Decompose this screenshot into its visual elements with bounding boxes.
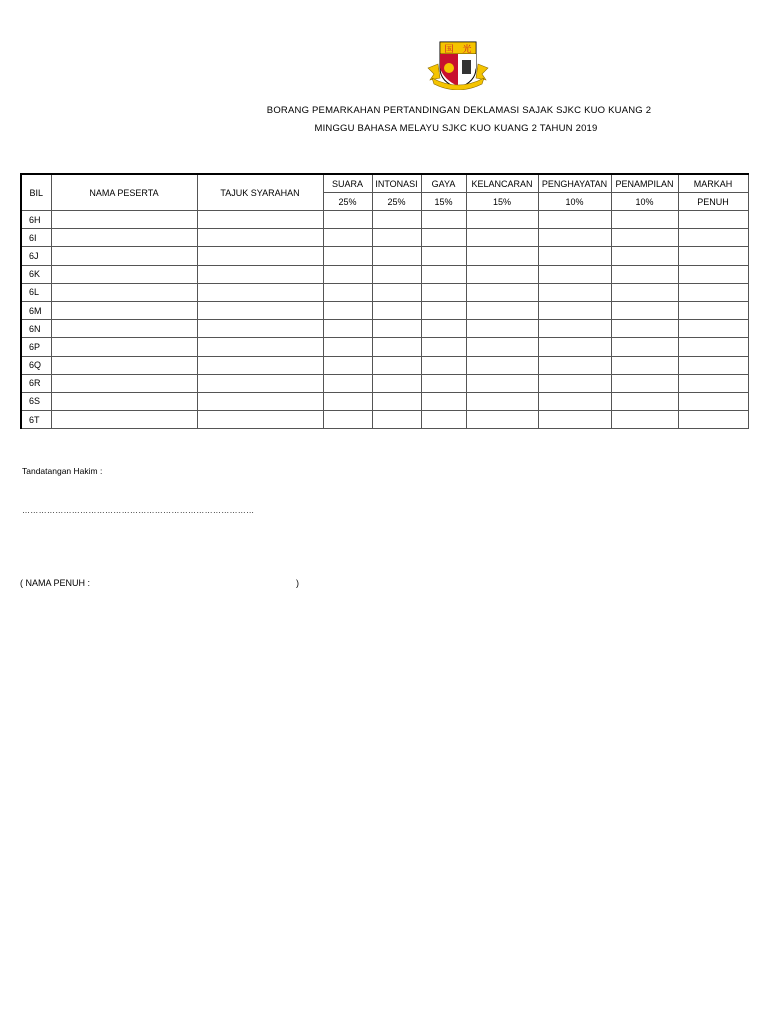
penghayatan-cell: [538, 411, 611, 429]
header-intonasi: INTONASI: [372, 174, 421, 193]
markah-cell: [678, 211, 748, 229]
full-name-close: ): [296, 578, 299, 588]
markah-cell: [678, 229, 748, 247]
form-subtitle: MINGGU BAHASA MELAYU SJKC KUO KUANG 2 TAHUN 2019: [314, 123, 598, 134]
tajuk-syarahan-cell: [197, 211, 323, 229]
intonasi-cell: [372, 392, 421, 410]
intonasi-cell: [372, 411, 421, 429]
penampilan-cell: [611, 392, 678, 410]
header-penampilan: PENAMPILAN: [611, 174, 678, 193]
table-row: [21, 211, 748, 229]
kelancaran-cell: [466, 301, 538, 319]
penghayatan-cell: [538, 392, 611, 410]
row-class-code: 6S: [21, 392, 51, 410]
suara-cell: [323, 411, 372, 429]
gaya-cell: [421, 247, 466, 265]
markah-cell: [678, 247, 748, 265]
gaya-cell: [421, 320, 466, 338]
intonasi-cell: [372, 247, 421, 265]
full-name-line: [20, 578, 299, 588]
suara-cell: [323, 374, 372, 392]
tajuk-syarahan-cell: [197, 411, 323, 429]
suara-cell: [323, 229, 372, 247]
penghayatan-cell: [538, 356, 611, 374]
penghayatan-cell: [538, 320, 611, 338]
full-name-label: ( NAMA PENUH :: [20, 578, 91, 588]
intonasi-cell: [372, 374, 421, 392]
tajuk-syarahan-cell: [197, 392, 323, 410]
table-row: [21, 356, 748, 374]
header-nama-peserta: NAMA PESERTA: [51, 174, 197, 211]
nama-peserta-cell: [51, 374, 197, 392]
nama-peserta-cell: [51, 320, 197, 338]
kelancaran-cell: [466, 374, 538, 392]
row-class-code: 6N: [21, 320, 51, 338]
suara-cell: [323, 247, 372, 265]
judge-signature-label: Tandatangan Hakim :: [22, 466, 103, 476]
row-class-code: 6I: [21, 229, 51, 247]
penampilan-cell: [611, 356, 678, 374]
suara-cell: [323, 320, 372, 338]
intonasi-cell: [372, 356, 421, 374]
markah-cell: [678, 320, 748, 338]
nama-peserta-cell: [51, 356, 197, 374]
penampilan-cell: [611, 320, 678, 338]
signature-line: …………………………………………………………………………: [22, 506, 255, 515]
header-bil: BIL: [21, 174, 51, 211]
penampilan-cell: [611, 247, 678, 265]
suara-cell: [323, 392, 372, 410]
markah-cell: [678, 356, 748, 374]
score-table: [20, 173, 749, 429]
table-row: [21, 229, 748, 247]
penghayatan-cell: [538, 338, 611, 356]
tajuk-syarahan-cell: [197, 374, 323, 392]
suara-cell: [323, 356, 372, 374]
penampilan-cell: [611, 229, 678, 247]
table-row: [21, 338, 748, 356]
gaya-cell: [421, 374, 466, 392]
table-row: [21, 374, 748, 392]
tajuk-syarahan-cell: [197, 229, 323, 247]
nama-peserta-cell: [51, 229, 197, 247]
row-class-code: 6K: [21, 265, 51, 283]
penghayatan-cell: [538, 374, 611, 392]
penampilan-cell: [611, 265, 678, 283]
intonasi-cell: [372, 301, 421, 319]
gaya-cell: [421, 392, 466, 410]
penghayatan-cell: [538, 247, 611, 265]
tajuk-syarahan-cell: [197, 283, 323, 301]
kelancaran-cell: [466, 211, 538, 229]
nama-peserta-cell: [51, 392, 197, 410]
suara-cell: [323, 265, 372, 283]
markah-cell: [678, 392, 748, 410]
tajuk-syarahan-cell: [197, 338, 323, 356]
header-penuh: PENUH: [678, 193, 748, 211]
kelancaran-cell: [466, 283, 538, 301]
nama-peserta-cell: [51, 247, 197, 265]
row-class-code: 6M: [21, 301, 51, 319]
header-suara: SUARA: [323, 174, 372, 193]
weight-penampilan: 10%: [611, 193, 678, 211]
penghayatan-cell: [538, 229, 611, 247]
gaya-cell: [421, 356, 466, 374]
row-class-code: 6R: [21, 374, 51, 392]
kelancaran-cell: [466, 247, 538, 265]
suara-cell: [323, 338, 372, 356]
row-class-code: 6J: [21, 247, 51, 265]
penampilan-cell: [611, 374, 678, 392]
tajuk-syarahan-cell: [197, 356, 323, 374]
gaya-cell: [421, 211, 466, 229]
table-row: [21, 411, 748, 429]
header-markah: MARKAH: [678, 174, 748, 193]
logo-glyph-1: 国: [444, 45, 454, 55]
logo-glyph-2: 光: [462, 45, 472, 55]
intonasi-cell: [372, 211, 421, 229]
nama-peserta-cell: [51, 211, 197, 229]
tajuk-syarahan-cell: [197, 247, 323, 265]
kelancaran-cell: [466, 229, 538, 247]
gaya-cell: [421, 301, 466, 319]
suara-cell: [323, 301, 372, 319]
gaya-cell: [421, 338, 466, 356]
nama-peserta-cell: [51, 283, 197, 301]
markah-cell: [678, 283, 748, 301]
tajuk-syarahan-cell: [197, 265, 323, 283]
markah-cell: [678, 301, 748, 319]
markah-cell: [678, 374, 748, 392]
kelancaran-cell: [466, 356, 538, 374]
penghayatan-cell: [538, 211, 611, 229]
weight-kelancaran: 15%: [466, 193, 538, 211]
penghayatan-cell: [538, 283, 611, 301]
kelancaran-cell: [466, 265, 538, 283]
penampilan-cell: [611, 301, 678, 319]
row-class-code: 6T: [21, 411, 51, 429]
gaya-cell: [421, 411, 466, 429]
row-class-code: 6H: [21, 211, 51, 229]
form-title: BORANG PEMARKAHAN PERTANDINGAN DEKLAMASI SAJAK SJKC KUO KUANG 2: [266, 105, 652, 116]
intonasi-cell: [372, 229, 421, 247]
nama-peserta-cell: [51, 265, 197, 283]
header-penghayatan: PENGHAYATAN: [538, 174, 611, 193]
row-class-code: 6P: [21, 338, 51, 356]
table-row: [21, 283, 748, 301]
nama-peserta-cell: [51, 411, 197, 429]
nama-peserta-cell: [51, 338, 197, 356]
tajuk-syarahan-cell: [197, 320, 323, 338]
kelancaran-cell: [466, 338, 538, 356]
penampilan-cell: [611, 283, 678, 301]
penghayatan-cell: [538, 301, 611, 319]
gaya-cell: [421, 265, 466, 283]
intonasi-cell: [372, 265, 421, 283]
header-kelancaran: KELANCARAN: [466, 174, 538, 193]
markah-cell: [678, 265, 748, 283]
table-row: [21, 247, 748, 265]
intonasi-cell: [372, 283, 421, 301]
row-class-code: 6Q: [21, 356, 51, 374]
nama-peserta-cell: [51, 301, 197, 319]
kelancaran-cell: [466, 392, 538, 410]
penampilan-cell: [611, 338, 678, 356]
weight-gaya: 15%: [421, 193, 466, 211]
table-row: [21, 265, 748, 283]
weight-penghayatan: 10%: [538, 193, 611, 211]
markah-cell: [678, 338, 748, 356]
intonasi-cell: [372, 320, 421, 338]
table-row: [21, 301, 748, 319]
table-row: [21, 320, 748, 338]
kelancaran-cell: [466, 320, 538, 338]
row-class-code: 6L: [21, 283, 51, 301]
markah-cell: [678, 411, 748, 429]
kelancaran-cell: [466, 411, 538, 429]
gaya-cell: [421, 229, 466, 247]
penampilan-cell: [611, 411, 678, 429]
tajuk-syarahan-cell: [197, 301, 323, 319]
weight-intonasi: 25%: [372, 193, 421, 211]
weight-suara: 25%: [323, 193, 372, 211]
penampilan-cell: [611, 211, 678, 229]
school-crest-logo: [426, 38, 490, 90]
gaya-cell: [421, 283, 466, 301]
suara-cell: [323, 211, 372, 229]
header-gaya: GAYA: [421, 174, 466, 193]
intonasi-cell: [372, 338, 421, 356]
header-tajuk-syarahan: TAJUK SYARAHAN: [197, 174, 323, 211]
penghayatan-cell: [538, 265, 611, 283]
table-row: [21, 392, 748, 410]
suara-cell: [323, 283, 372, 301]
